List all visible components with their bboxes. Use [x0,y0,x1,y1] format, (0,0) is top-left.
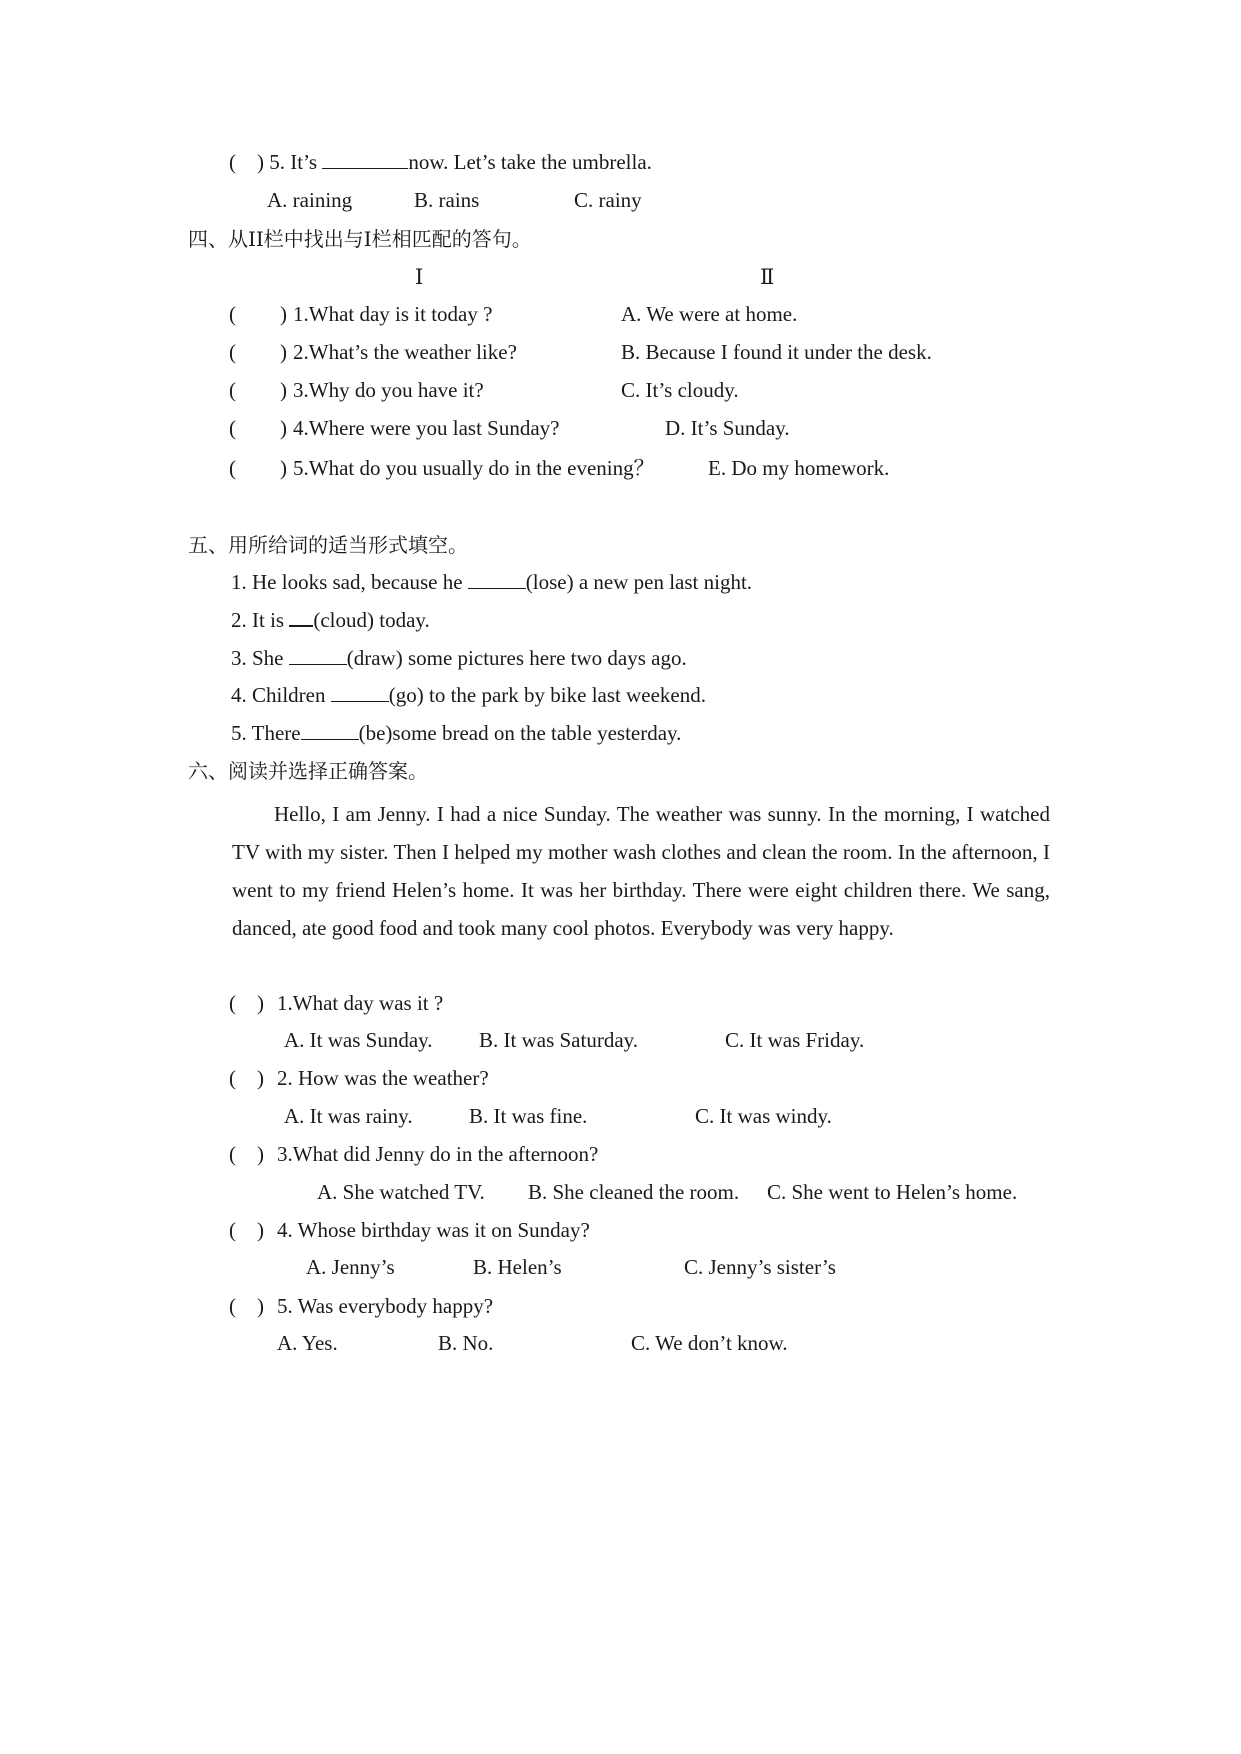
reading-passage: Hello, I am Jenny. I had a nice Sunday. The weather was sunny. In the morning, I watched TV with my sister. Then I helped my mother wash clothes and clean the room. In the afternoon, I went to my friend Helen’s home. It was her birthday. There were eight children there. We sang, danced, ate good food and took many cool photos. Everybody was very happy. [232,802,1050,940]
option-b: B. It was fine. [469,1104,588,1128]
option-b: B. No. [438,1331,494,1355]
fill-blank[interactable] [468,570,526,589]
match-answer: C. It’s cloudy. [621,378,739,402]
question-number: 5. [269,150,285,174]
match-question: 5.What do you usually do in the evening？ [293,456,655,480]
question-text: 1.What day was it ? [277,991,444,1015]
answer-paren-open[interactable]: ( [229,416,236,440]
option-a: A. raining [267,188,353,212]
answer-paren-open[interactable]: ( [229,378,236,402]
fill-item-text: 5. There [231,721,301,745]
option-c: C. It was windy. [695,1104,832,1128]
fill-item [231,682,706,708]
option-b: B. It was Saturday. [479,1028,639,1052]
fill-item [231,607,430,633]
fill-item-text: 4. Children [231,683,331,707]
answer-paren[interactable]: ( ) [229,150,264,174]
option-c: C. She went to Helen’s home. [767,1180,1018,1204]
fill-item-hint: (go) to the park by bike last weekend. [388,683,706,707]
question-text: 3.What did Jenny do in the afternoon? [277,1142,599,1166]
fill-item-text: 3. She [231,646,289,670]
option-a: A. It was rainy. [284,1104,413,1128]
answer-paren-close: ) [280,416,287,440]
fill-blank[interactable] [331,683,389,702]
question-text-before: It’s [290,150,318,174]
match-question: 1.What day is it today ? [293,302,493,326]
option-c: C. Jenny’s sister’s [684,1255,836,1279]
option-c: C. We don’t know. [631,1331,788,1355]
option-a: A. It was Sunday. [284,1028,433,1052]
answer-paren-open[interactable]: ( [229,456,236,480]
answer-paren[interactable]: ( ) [229,1294,264,1318]
fill-item-hint: (lose) a new pen last night. [525,570,753,594]
fill-item [231,569,752,595]
match-answer: E. Do my homework. [708,456,890,480]
option-a: A. Jenny’s [306,1255,395,1279]
option-a: A. She watched TV. [317,1180,485,1204]
section-4-heading: 四、从II栏中找出与Ⅰ栏相匹配的答句。 [188,227,532,251]
answer-paren-close: ) [280,340,287,364]
fill-blank[interactable] [322,150,408,169]
fill-item-text: 2. It is [231,608,290,632]
match-question: 3.Why do you have it? [293,378,484,402]
question-text: 2. How was the weather? [277,1066,489,1090]
match-question: 2.What’s the weather like? [293,340,517,364]
match-answer: D. It’s Sunday. [665,416,790,440]
answer-paren[interactable]: ( ) [229,1142,264,1166]
match-question: 4.Where were you last Sunday? [293,416,560,440]
fill-item [231,645,687,671]
match-answer: B. Because I found it under the desk. [621,340,932,364]
fill-blank[interactable] [289,607,313,627]
answer-paren[interactable]: ( ) [229,991,264,1015]
fill-item-hint: (be)some bread on the table yesterday. [358,721,682,745]
fill-item-text: 1. He looks sad, because he [231,570,468,594]
option-c: C. rainy [574,188,642,212]
question-text: 5. Was everybody happy? [277,1294,494,1318]
answer-paren-close: ) [280,456,287,480]
match-answer: A. We were at home. [621,302,798,326]
question-3-5 [229,149,652,175]
option-b: B. Helen’s [473,1255,562,1279]
fill-item-hint: (draw) some pictures here two days ago. [346,646,687,670]
option-c: C. It was Friday. [725,1028,865,1052]
fill-blank[interactable] [289,646,347,665]
option-a: A. Yes. [277,1331,338,1355]
fill-blank[interactable] [301,721,359,740]
section-6-heading: 六、阅读并选择正确答案。 [188,759,428,783]
option-b: B. She cleaned the room. [528,1180,740,1204]
section-5-heading: 五、用所给词的适当形式填空。 [188,533,468,557]
column-1-header: Ⅰ [415,265,424,289]
fill-item [231,720,681,746]
answer-paren-close: ) [280,378,287,402]
answer-paren[interactable]: ( ) [229,1066,264,1090]
option-b: B. rains [414,188,480,212]
column-2-header: Ⅱ [760,265,775,289]
answer-paren-open[interactable]: ( [229,340,236,364]
answer-paren[interactable]: ( ) [229,1218,264,1242]
answer-paren-close: ) [280,302,287,326]
answer-paren-open[interactable]: ( [229,302,236,326]
question-text: 4. Whose birthday was it on Sunday? [277,1218,590,1242]
fill-item-hint: (cloud) today. [313,608,430,632]
question-text-after: now. Let’s take the umbrella. [408,150,652,174]
